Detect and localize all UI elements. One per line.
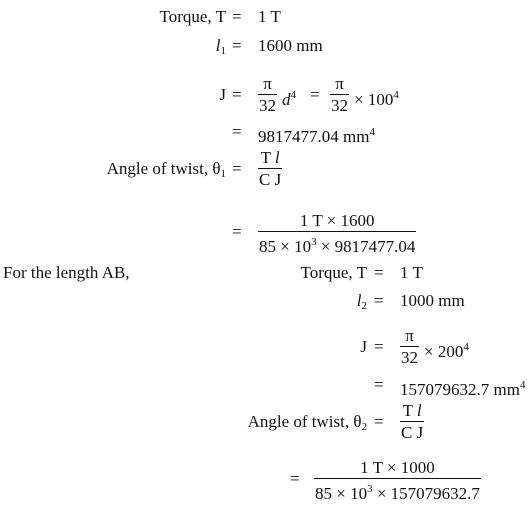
l-symbol: l (416, 401, 422, 420)
equals-sign: = (232, 159, 242, 178)
exponent: 3 (311, 236, 317, 248)
diameter-value: 200 (437, 342, 464, 361)
equals-sign: = (374, 263, 384, 282)
exponent: 4 (290, 89, 296, 101)
den-part: 85 × 10 (315, 484, 368, 503)
denominator (258, 233, 416, 256)
torque-symbol: T (402, 401, 413, 420)
value-text: 157079632.7 mm (400, 380, 520, 399)
equals-sign: = (290, 469, 300, 488)
equals-sign: = (374, 337, 384, 356)
den-part: × 9817477.04 (316, 237, 416, 256)
numerator (402, 401, 423, 420)
torque-value-1: 1 T (258, 7, 281, 26)
length-l1-value: 1600 mm (258, 36, 323, 55)
denominator: 32 (401, 348, 418, 367)
times-sign: × (354, 90, 364, 109)
label-text: Angle of twist, θ (247, 412, 362, 431)
subscript: 1 (220, 45, 226, 57)
pi-over-32-fraction (330, 74, 349, 115)
exponent: 3 (367, 483, 373, 495)
denominator: 32 (259, 96, 276, 115)
l-symbol: l (356, 291, 362, 310)
pi-symbol: π (263, 74, 272, 93)
angle-of-twist-label-2 (248, 412, 367, 437)
equals-sign: = (232, 222, 242, 241)
equals-sign: = (374, 375, 384, 394)
length-l1-label (216, 36, 226, 61)
torque-label-2: Torque, T (300, 263, 367, 282)
subscript: 2 (361, 421, 367, 433)
polar-moment-value-1 (258, 122, 375, 147)
polar-moment-label-2: J (360, 337, 367, 356)
denominator: 32 (331, 96, 348, 115)
numerator: 1 T × 1000 (360, 458, 435, 477)
pi-over-32-fraction (400, 326, 419, 367)
exponent: 4 (519, 379, 526, 391)
equals-sign: = (232, 85, 242, 104)
torque-symbol: T (260, 148, 271, 167)
diameter-power-term (354, 85, 399, 110)
equals-sign: = (232, 122, 242, 141)
equals-sign: = (310, 85, 320, 104)
exponent: 4 (463, 341, 469, 353)
torque-label-1: Torque, T (159, 7, 226, 26)
tl-over-cj-fraction (258, 148, 282, 189)
angle-calculation-fraction-2 (314, 458, 481, 503)
d-variable: d (282, 90, 291, 109)
equals-sign: = (232, 7, 242, 26)
polar-moment-value-2 (400, 375, 525, 400)
value-text: 9817477.04 mm (258, 127, 370, 146)
length-l2-label (357, 291, 367, 316)
exponent: 4 (369, 126, 375, 138)
diameter-power-term (424, 337, 469, 362)
d-power-term (282, 85, 296, 110)
diameter-value: 100 (367, 90, 394, 109)
den-part: 85 × 10 (259, 237, 312, 256)
torque-value-2: 1 T (400, 263, 423, 282)
length-l2-value: 1000 mm (400, 291, 465, 310)
times-sign: × (424, 342, 434, 361)
equals-sign: = (374, 412, 384, 431)
length-ab-intro: For the length AB, (3, 263, 130, 282)
pi-symbol: π (335, 74, 344, 93)
label-text: Angle of twist, θ (106, 159, 221, 178)
denominator (314, 480, 481, 503)
denominator: C J (259, 170, 282, 189)
l-symbol: l (215, 36, 221, 55)
subscript: 1 (220, 168, 226, 180)
den-part: × 157079632.7 (372, 484, 480, 503)
l-symbol: l (274, 148, 280, 167)
denominator: C J (401, 423, 424, 442)
tl-over-cj-fraction (400, 401, 424, 442)
pi-symbol: π (405, 326, 414, 345)
exponent: 4 (393, 89, 399, 101)
angle-of-twist-label-1 (107, 159, 226, 184)
angle-calculation-fraction-1 (258, 211, 416, 256)
pi-over-32-fraction (258, 74, 277, 115)
polar-moment-label-1: J (219, 85, 226, 104)
numerator: 1 T × 1600 (299, 211, 375, 230)
equals-sign: = (232, 36, 242, 55)
subscript: 2 (361, 300, 367, 312)
numerator (260, 148, 281, 167)
equals-sign: = (374, 291, 384, 310)
